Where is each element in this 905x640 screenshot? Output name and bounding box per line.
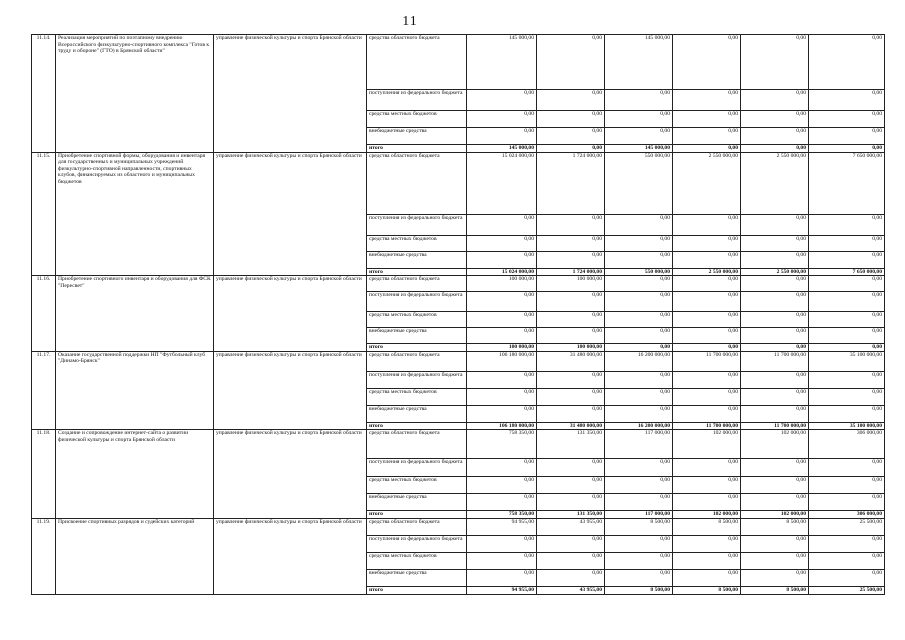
- amount-cell: 0,00: [673, 388, 741, 405]
- amount-cell: 0,00: [673, 405, 741, 422]
- amount-cell: 0,00: [809, 251, 885, 268]
- amount-cell: 0,00: [809, 371, 885, 388]
- amount-cell: 0,00: [467, 292, 537, 312]
- amount-cell: 0,00: [467, 251, 537, 268]
- amount-cell: 145 000,00: [467, 145, 537, 153]
- amount-cell: 0,00: [741, 459, 809, 477]
- amount-cell: 7 650 000,00: [809, 152, 885, 214]
- amount-cell: 0,00: [537, 328, 605, 344]
- amount-cell: 550 000,00: [605, 152, 673, 214]
- amount-cell: 0,00: [809, 552, 885, 569]
- funding-source: поступления из федерального бюджета: [367, 90, 467, 111]
- amount-cell: 0,00: [467, 90, 537, 111]
- amount-cell: 0,00: [809, 214, 885, 235]
- amount-cell: 0,00: [605, 459, 673, 477]
- amount-cell: 0,00: [741, 145, 809, 153]
- amount-cell: 306 000,00: [809, 511, 885, 519]
- amount-cell: 2 550 000,00: [741, 152, 809, 214]
- amount-cell: 11 700 000,00: [741, 351, 809, 371]
- amount-cell: 0,00: [605, 569, 673, 586]
- amount-cell: 0,00: [605, 328, 673, 344]
- item-executor: управление физической культуры и спорта Брянской области: [214, 430, 367, 519]
- amount-cell: 102 000,00: [673, 430, 741, 459]
- amount-cell: 0,00: [467, 388, 537, 405]
- amount-cell: 0,00: [537, 128, 605, 145]
- amount-cell: 8 500,00: [605, 586, 673, 594]
- table-row: [32, 152, 885, 214]
- amount-cell: 145 000,00: [605, 35, 673, 90]
- funding-source: итого: [367, 268, 467, 276]
- amount-cell: 15 024 000,00: [467, 152, 537, 214]
- funding-source: средства местных бюджетов: [367, 312, 467, 328]
- item-executor: управление физической культуры и спорта Брянской области: [214, 152, 367, 276]
- amount-cell: 1 724 000,00: [537, 152, 605, 214]
- amount-cell: 0,00: [741, 312, 809, 328]
- funding-source: средства местных бюджетов: [367, 235, 467, 251]
- amount-cell: 117 000,00: [605, 511, 673, 519]
- amount-cell: 0,00: [673, 235, 741, 251]
- amount-cell: 100 000,00: [537, 344, 605, 352]
- amount-cell: 11 700 000,00: [673, 351, 741, 371]
- amount-cell: 100 000,00: [537, 276, 605, 292]
- amount-cell: 0,00: [537, 251, 605, 268]
- amount-cell: 0,00: [673, 569, 741, 586]
- amount-cell: 0,00: [605, 388, 673, 405]
- amount-cell: 25 500,00: [809, 518, 885, 535]
- amount-cell: 102 000,00: [741, 430, 809, 459]
- amount-cell: 0,00: [467, 128, 537, 145]
- amount-cell: 0,00: [741, 276, 809, 292]
- amount-cell: 117 000,00: [605, 430, 673, 459]
- amount-cell: 145 000,00: [605, 145, 673, 153]
- funding-source: средства местных бюджетов: [367, 477, 467, 494]
- amount-cell: 0,00: [809, 344, 885, 352]
- amount-cell: 0,00: [741, 111, 809, 128]
- amount-cell: 0,00: [809, 569, 885, 586]
- amount-cell: 0,00: [605, 405, 673, 422]
- funding-source: средства областного бюджета: [367, 518, 467, 535]
- item-number: 11.17.: [32, 351, 56, 430]
- amount-cell: 0,00: [605, 251, 673, 268]
- amount-cell: 0,00: [809, 312, 885, 328]
- amount-cell: 0,00: [741, 371, 809, 388]
- amount-cell: 0,00: [809, 292, 885, 312]
- amount-cell: 0,00: [537, 145, 605, 153]
- amount-cell: 0,00: [809, 459, 885, 477]
- item-name: Реализация мероприятий по поэтапному внедрению Всероссийского физкультурно-спортивного комплекса "Готов к труду и обороне" (ГТО) в Брянской области": [56, 35, 214, 153]
- amount-cell: 0,00: [809, 405, 885, 422]
- amount-cell: 0,00: [741, 35, 809, 90]
- amount-cell: 0,00: [809, 388, 885, 405]
- amount-cell: 8 500,00: [741, 518, 809, 535]
- amount-cell: 8 500,00: [673, 518, 741, 535]
- amount-cell: 0,00: [467, 214, 537, 235]
- table-row: [32, 35, 885, 90]
- funding-source: средства областного бюджета: [367, 276, 467, 292]
- amount-cell: 0,00: [673, 292, 741, 312]
- item-number: 11.16.: [32, 276, 56, 352]
- amount-cell: 8 500,00: [741, 586, 809, 594]
- funding-source: средства областного бюджета: [367, 35, 467, 90]
- amount-cell: 0,00: [537, 569, 605, 586]
- amount-cell: 0,00: [605, 276, 673, 292]
- amount-cell: 0,00: [605, 111, 673, 128]
- amount-cell: 0,00: [605, 90, 673, 111]
- amount-cell: 0,00: [673, 459, 741, 477]
- amount-cell: 0,00: [673, 35, 741, 90]
- amount-cell: 0,00: [809, 535, 885, 552]
- funding-source: поступления из федерального бюджета: [367, 459, 467, 477]
- amount-cell: 25 500,00: [809, 586, 885, 594]
- amount-cell: 0,00: [741, 494, 809, 511]
- amount-cell: 0,00: [605, 494, 673, 511]
- amount-cell: 35 100 000,00: [809, 351, 885, 371]
- amount-cell: 0,00: [537, 535, 605, 552]
- amount-cell: 0,00: [741, 251, 809, 268]
- amount-cell: 2 550 000,00: [673, 268, 741, 276]
- amount-cell: 0,00: [605, 552, 673, 569]
- amount-cell: 0,00: [809, 477, 885, 494]
- table-body: [32, 35, 885, 595]
- amount-cell: 31 480 000,00: [537, 351, 605, 371]
- item-number: 11.19.: [32, 518, 56, 594]
- item-executor: управление физической культуры и спорта Брянской области: [214, 276, 367, 352]
- amount-cell: 0,00: [467, 371, 537, 388]
- amount-cell: 0,00: [741, 128, 809, 145]
- funding-source: средства местных бюджетов: [367, 111, 467, 128]
- funding-source: внебюджетные средства: [367, 251, 467, 268]
- funding-source: средства местных бюджетов: [367, 552, 467, 569]
- amount-cell: 16 200 000,00: [605, 351, 673, 371]
- amount-cell: 0,00: [809, 235, 885, 251]
- amount-cell: 0,00: [741, 388, 809, 405]
- amount-cell: 0,00: [467, 328, 537, 344]
- amount-cell: 102 000,00: [673, 511, 741, 519]
- amount-cell: 94 955,00: [467, 586, 537, 594]
- budget-table: [31, 34, 885, 595]
- amount-cell: 0,00: [809, 328, 885, 344]
- amount-cell: 0,00: [741, 535, 809, 552]
- amount-cell: 0,00: [537, 312, 605, 328]
- amount-cell: 2 550 000,00: [673, 152, 741, 214]
- amount-cell: 0,00: [537, 405, 605, 422]
- funding-source: внебюджетные средства: [367, 328, 467, 344]
- amount-cell: 0,00: [673, 214, 741, 235]
- table-row: [32, 518, 885, 535]
- amount-cell: 1 724 000,00: [537, 268, 605, 276]
- amount-cell: 0,00: [741, 292, 809, 312]
- amount-cell: 0,00: [537, 90, 605, 111]
- amount-cell: 0,00: [467, 535, 537, 552]
- amount-cell: 0,00: [809, 494, 885, 511]
- amount-cell: 0,00: [673, 535, 741, 552]
- amount-cell: 0,00: [673, 111, 741, 128]
- amount-cell: 94 955,00: [467, 518, 537, 535]
- amount-cell: 0,00: [673, 251, 741, 268]
- amount-cell: 0,00: [605, 128, 673, 145]
- funding-source: поступления из федерального бюджета: [367, 214, 467, 235]
- amount-cell: 0,00: [467, 569, 537, 586]
- amount-cell: 0,00: [537, 111, 605, 128]
- funding-source: внебюджетные средства: [367, 405, 467, 422]
- amount-cell: 0,00: [673, 371, 741, 388]
- item-number: 11.15.: [32, 152, 56, 276]
- amount-cell: 0,00: [673, 494, 741, 511]
- amount-cell: 100 000,00: [467, 276, 537, 292]
- amount-cell: 102 000,00: [741, 511, 809, 519]
- table-row: [32, 430, 885, 459]
- amount-cell: 0,00: [605, 371, 673, 388]
- amount-cell: 758 350,00: [467, 430, 537, 459]
- amount-cell: 0,00: [537, 552, 605, 569]
- amount-cell: 0,00: [809, 145, 885, 153]
- amount-cell: 0,00: [673, 477, 741, 494]
- amount-cell: 0,00: [605, 292, 673, 312]
- amount-cell: 0,00: [467, 235, 537, 251]
- amount-cell: 35 100 000,00: [809, 422, 885, 430]
- amount-cell: 43 955,00: [537, 518, 605, 535]
- amount-cell: 0,00: [467, 552, 537, 569]
- amount-cell: 0,00: [673, 128, 741, 145]
- funding-source: итого: [367, 344, 467, 352]
- funding-source: средства местных бюджетов: [367, 388, 467, 405]
- amount-cell: 0,00: [741, 90, 809, 111]
- item-name: Оказание государственной поддержки НП "Футбольный клуб "Динамо-Брянск": [56, 351, 214, 430]
- item-name: Приобретение спортивной формы, оборудования и инвентаря для государственных и муниципальных учреждений физкультурно-спортивной направленности, спортивных клубов, финансируемых из областного и муниципальных бюджетов: [56, 152, 214, 276]
- funding-source: средства областного бюджета: [367, 152, 467, 214]
- amount-cell: 0,00: [605, 477, 673, 494]
- amount-cell: 0,00: [741, 405, 809, 422]
- amount-cell: 0,00: [741, 235, 809, 251]
- amount-cell: 106 180 000,00: [467, 422, 537, 430]
- amount-cell: 0,00: [673, 276, 741, 292]
- amount-cell: 0,00: [537, 292, 605, 312]
- amount-cell: 0,00: [673, 145, 741, 153]
- amount-cell: 16 200 000,00: [605, 422, 673, 430]
- amount-cell: 0,00: [537, 388, 605, 405]
- amount-cell: 0,00: [809, 128, 885, 145]
- amount-cell: 0,00: [741, 214, 809, 235]
- table-row: [32, 351, 885, 371]
- amount-cell: 0,00: [809, 35, 885, 90]
- amount-cell: 0,00: [467, 477, 537, 494]
- amount-cell: 0,00: [537, 477, 605, 494]
- item-name: Приобретение спортивного инвентаря и оборудования для ФСК "Пересвет": [56, 276, 214, 352]
- amount-cell: 0,00: [673, 552, 741, 569]
- amount-cell: 0,00: [605, 214, 673, 235]
- amount-cell: 0,00: [605, 535, 673, 552]
- page-number: 11: [402, 14, 418, 29]
- funding-source: средства областного бюджета: [367, 351, 467, 371]
- amount-cell: 0,00: [741, 552, 809, 569]
- amount-cell: 758 350,00: [467, 511, 537, 519]
- amount-cell: 0,00: [467, 494, 537, 511]
- funding-source: средства областного бюджета: [367, 430, 467, 459]
- amount-cell: 0,00: [605, 344, 673, 352]
- amount-cell: 0,00: [673, 344, 741, 352]
- amount-cell: 0,00: [809, 90, 885, 111]
- amount-cell: 131 350,00: [537, 430, 605, 459]
- amount-cell: 8 500,00: [673, 586, 741, 594]
- amount-cell: 0,00: [605, 235, 673, 251]
- amount-cell: 0,00: [741, 569, 809, 586]
- funding-source: итого: [367, 586, 467, 594]
- amount-cell: 0,00: [537, 494, 605, 511]
- amount-cell: 0,00: [467, 405, 537, 422]
- amount-cell: 0,00: [537, 371, 605, 388]
- funding-source: итого: [367, 511, 467, 519]
- amount-cell: 0,00: [809, 111, 885, 128]
- amount-cell: 0,00: [467, 312, 537, 328]
- amount-cell: 43 955,00: [537, 586, 605, 594]
- amount-cell: 7 650 000,00: [809, 268, 885, 276]
- amount-cell: 306 000,00: [809, 430, 885, 459]
- amount-cell: 0,00: [467, 111, 537, 128]
- funding-source: итого: [367, 422, 467, 430]
- amount-cell: 31 480 000,00: [537, 422, 605, 430]
- funding-source: внебюджетные средства: [367, 128, 467, 145]
- item-name: Присвоение спортивных разрядов и судейских категорий: [56, 518, 214, 594]
- amount-cell: 11 700 000,00: [741, 422, 809, 430]
- item-number: 11.14.: [32, 35, 56, 153]
- item-name: Создание и сопровождение интернет-сайта о развитии физической культуры и спорта Брянской области: [56, 430, 214, 519]
- amount-cell: 0,00: [741, 344, 809, 352]
- amount-cell: 11 700 000,00: [673, 422, 741, 430]
- amount-cell: 0,00: [809, 276, 885, 292]
- amount-cell: 15 024 000,00: [467, 268, 537, 276]
- item-executor: управление физической культуры и спорта Брянской области: [214, 35, 367, 153]
- funding-source: внебюджетные средства: [367, 569, 467, 586]
- amount-cell: 0,00: [741, 328, 809, 344]
- item-executor: управление физической культуры и спорта Брянской области: [214, 351, 367, 430]
- amount-cell: 0,00: [673, 312, 741, 328]
- amount-cell: 0,00: [537, 235, 605, 251]
- amount-cell: 0,00: [537, 35, 605, 90]
- amount-cell: 0,00: [673, 90, 741, 111]
- item-number: 11.18.: [32, 430, 56, 519]
- amount-cell: 131 350,00: [537, 511, 605, 519]
- amount-cell: 0,00: [741, 477, 809, 494]
- item-executor: управление физической культуры и спорта Брянской области: [214, 518, 367, 594]
- amount-cell: 550 000,00: [605, 268, 673, 276]
- amount-cell: 0,00: [605, 312, 673, 328]
- funding-source: итого: [367, 145, 467, 153]
- amount-cell: 2 550 000,00: [741, 268, 809, 276]
- funding-source: внебюджетные средства: [367, 494, 467, 511]
- amount-cell: 8 500,00: [605, 518, 673, 535]
- funding-source: поступления из федерального бюджета: [367, 371, 467, 388]
- amount-cell: 145 000,00: [467, 35, 537, 90]
- amount-cell: 0,00: [537, 459, 605, 477]
- funding-source: поступления из федерального бюджета: [367, 535, 467, 552]
- amount-cell: 0,00: [673, 328, 741, 344]
- amount-cell: 0,00: [467, 459, 537, 477]
- amount-cell: 100 000,00: [467, 344, 537, 352]
- table-row: [32, 276, 885, 292]
- amount-cell: 106 180 000,00: [467, 351, 537, 371]
- funding-source: поступления из федерального бюджета: [367, 292, 467, 312]
- amount-cell: 0,00: [537, 214, 605, 235]
